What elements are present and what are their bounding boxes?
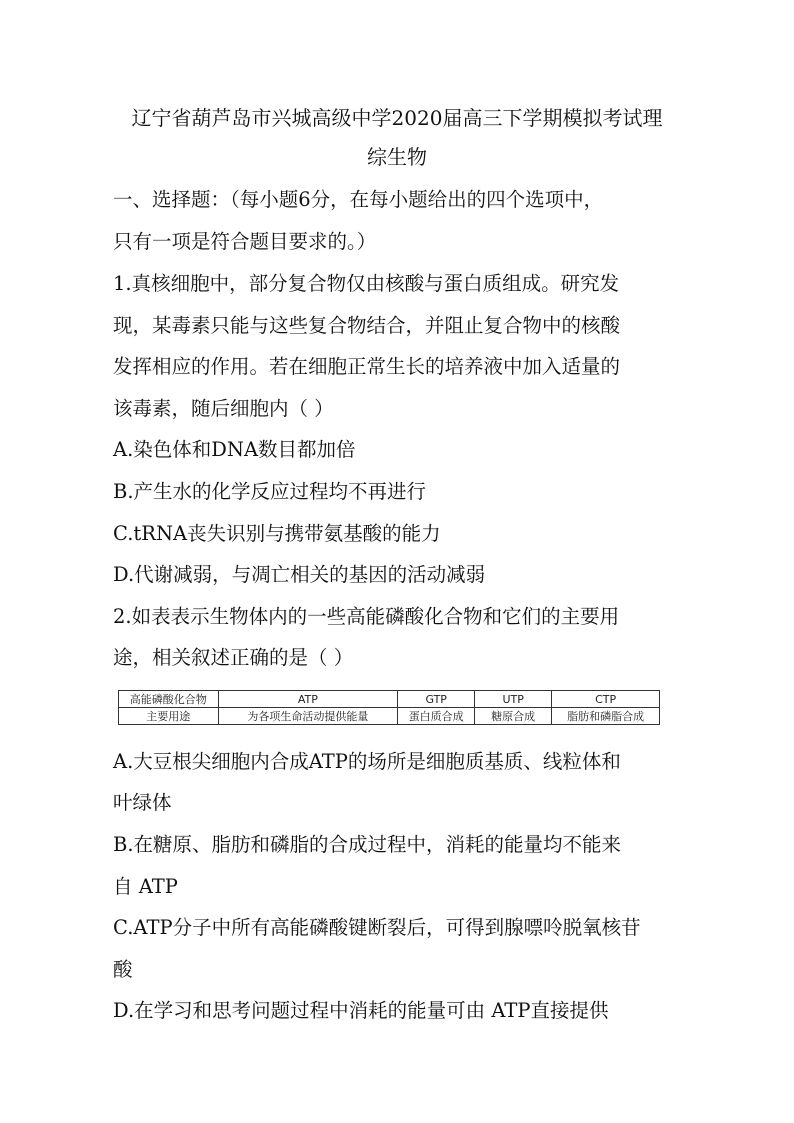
q2-stem-line-2: 途，相关叙述正确的是（ ） [113, 646, 354, 669]
table-cell: CTP [552, 691, 660, 708]
table-cell: UTP [475, 691, 552, 708]
table-cell: 糖原合成 [475, 708, 552, 725]
table-row [119, 691, 660, 708]
section-heading-line-1: 一、选择题：（每小题6分，在每小题给出的四个选项中， [113, 188, 604, 211]
q2-option-a-line-1: A.大豆根尖细胞内合成ATP的场所是细胞质基质、线粒体和 [113, 750, 621, 773]
q1-stem-line-3: 发挥相应的作用。若在细胞正常生长的培养液中加入适量的 [113, 355, 621, 378]
table-cell: ATP [218, 691, 398, 708]
table-row [119, 708, 660, 725]
table-cell: 为各项生命活动提供能量 [218, 708, 398, 725]
q2-stem-line-1: 2.如表表示生物体内的一些高能磷酸化合物和它们的主要用 [113, 605, 620, 628]
document-title-line-1: 辽宁省葫芦岛市兴城高级中学2020届高三下学期模拟考试理 [131, 106, 663, 130]
q1-option-b: B.产生水的化学反应过程均不再进行 [113, 480, 427, 503]
section-heading-line-2: 只有一项是符合题目要求的。） [113, 230, 377, 253]
q2-option-c-line-2: 酸 [113, 958, 133, 981]
q2-option-b-line-2: 自 ATP [113, 875, 178, 898]
table-cell: 蛋白质合成 [398, 708, 475, 725]
q1-stem-line-4: 该毒素，随后细胞内（ ） [113, 397, 334, 420]
q1-stem-line-2: 现，某毒素只能与这些复合物结合，并阻止复合物中的核酸 [113, 314, 621, 337]
q2-option-b-line-1: B.在糖原、脂肪和磷脂的合成过程中，消耗的能量均不能来 [113, 833, 622, 856]
q1-option-a: A.染色体和DNA数目都加倍 [113, 438, 356, 461]
table-cell: 脂肪和磷脂合成 [552, 708, 660, 725]
q1-option-c: C.tRNA丧失识别与携带氨基酸的能力 [113, 522, 441, 545]
high-energy-compounds-table [118, 690, 660, 725]
q1-option-d: D.代谢减弱，与凋亡相关的基因的活动减弱 [113, 563, 486, 586]
q2-option-a-line-2: 叶绿体 [113, 791, 172, 814]
q1-stem-line-1: 1.真核细胞中，部分复合物仅由核酸与蛋白质组成。研究发 [113, 272, 620, 295]
table-cell: 高能磷酸化合物 [119, 691, 219, 708]
q2-option-c-line-1: C.ATP分子中所有高能磷酸键断裂后，可得到腺嘌呤脱氧核苷 [113, 916, 641, 939]
q2-option-d: D.在学习和思考问题过程中消耗的能量可由 ATP直接提供 [113, 999, 609, 1022]
table-cell: GTP [398, 691, 475, 708]
document-title-line-2: 综生物 [367, 145, 427, 169]
table-cell: 主要用途 [119, 708, 219, 725]
